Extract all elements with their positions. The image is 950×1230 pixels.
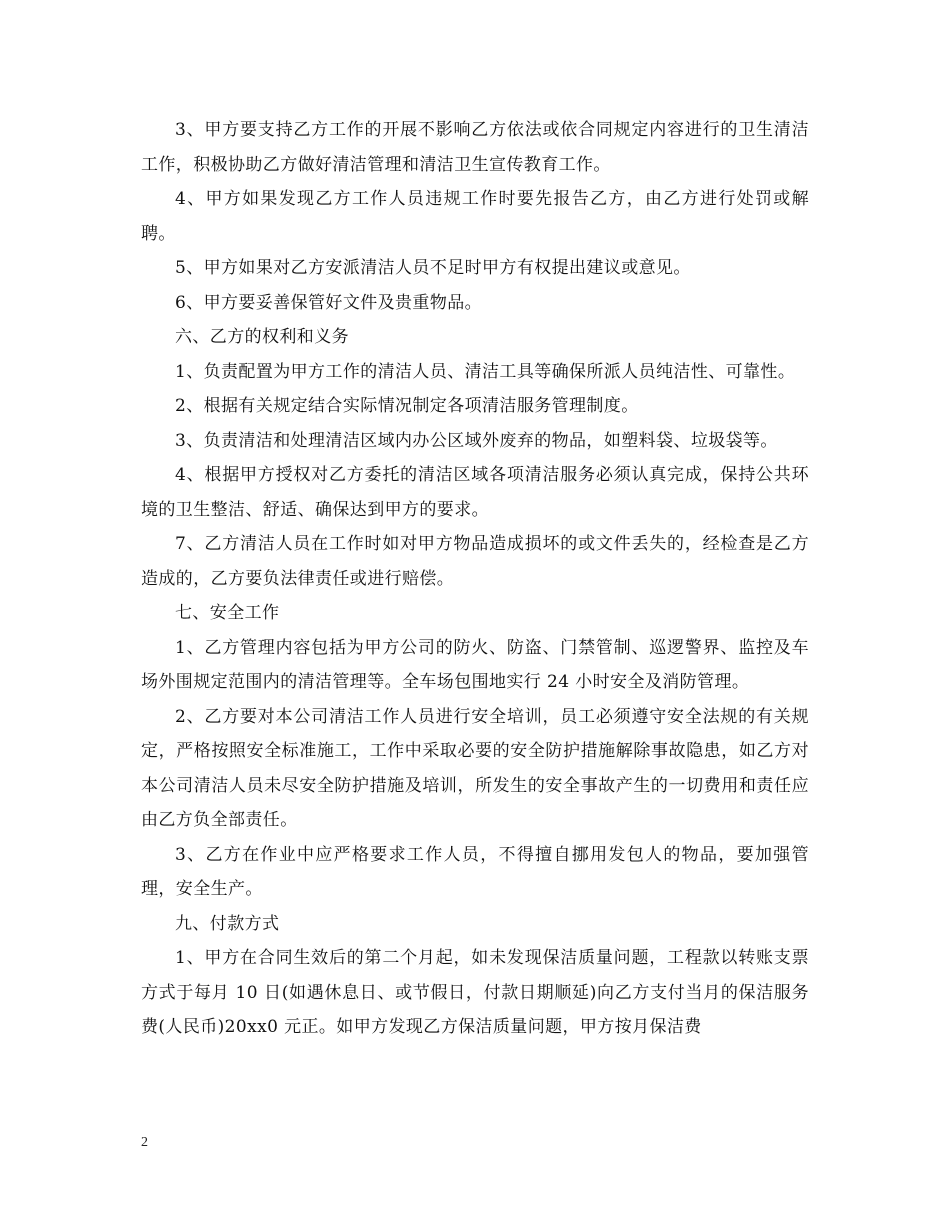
paragraph: 4、根据甲方授权对乙方委托的清洁区域各项清洁服务必须认真完成，保持公共环境的卫生整洁、舒适、确保达到甲方的要求。 xyxy=(141,465,809,520)
paragraph: 2、乙方要对本公司清洁工作人员进行安全培训，员工必须遵守安全法规的有关规定，严格按照安全标准施工，工作中采取必要的安全防护措施解除事故隐患，如乙方对本公司清洁人员未尽安全防护措施及培训，所发生的安全事故产生的一切费用和责任应由乙方负全部责任。 xyxy=(141,706,809,830)
document-body xyxy=(141,113,809,1045)
paragraph: 3、负责清洁和处理清洁区域内办公区域外废弃的物品，如塑料袋、垃圾袋等。 xyxy=(175,430,778,451)
paragraph: 3、甲方要支持乙方工作的开展不影响乙方依法或依合同规定内容进行的卫生清洁工作，积极协助乙方做好清洁管理和清洁卫生宣传教育工作。 xyxy=(141,120,809,175)
section-heading: 九、付款方式 xyxy=(175,913,280,934)
paragraph: 1、负责配置为甲方工作的清洁人员、清洁工具等确保所派人员纯洁性、可靠性。 xyxy=(175,361,796,382)
paragraph: 1、甲方在合同生效后的第二个月起，如未发现保洁质量问题，工程款以转账支票方式于每月 10 日(如遇休息日、或节假日，付款日期顺延)向乙方支付当月的保洁服务费(人民币)20xx0 元正。如甲方发现乙方保洁质量问题，甲方按月保洁费 xyxy=(141,948,809,1037)
paragraph: 6、甲方要妥善保管好文件及贵重物品。 xyxy=(175,292,483,313)
paragraph: 1、乙方管理内容包括为甲方公司的防火、防盗、门禁管制、巡逻警界、监控及车场外围规定范围内的清洁管理等。全车场包围地实行 24 小时安全及消防管理。 xyxy=(141,637,809,692)
paragraph: 2、根据有关规定结合实际情况制定各项清洁服务管理制度。 xyxy=(175,396,639,416)
page-number: 2 xyxy=(141,1135,148,1150)
paragraph: 7、乙方清洁人员在工作时如对甲方物品造成损坏的或文件丢失的，经检查是乙方造成的，乙方要负法律责任或进行赔偿。 xyxy=(141,534,809,589)
section-heading: 六、乙方的权利和义务 xyxy=(175,327,349,347)
paragraph: 3、乙方在作业中应严格要求工作人员，不得擅自挪用发包人的物品，要加强管理，安全生产。 xyxy=(141,844,809,899)
paragraph: 4、甲方如果发现乙方工作人员违规工作时要先报告乙方，由乙方进行处罚或解聘。 xyxy=(141,189,809,244)
section-heading: 七、安全工作 xyxy=(175,603,280,623)
paragraph: 5、甲方如果对乙方安派清洁人员不足时甲方有权提出建议或意见。 xyxy=(175,258,691,278)
